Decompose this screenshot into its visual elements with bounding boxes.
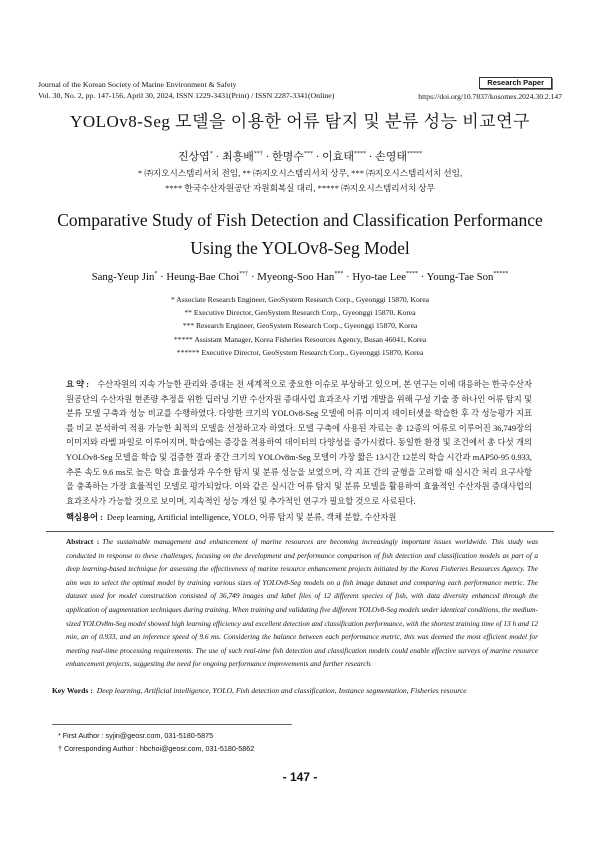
author-name: Myeong-Soo Han bbox=[257, 271, 335, 283]
korean-keywords-label: 핵심용어 : bbox=[66, 513, 103, 522]
affiliation-line: ****** Executive Director, GeoSystem Research Corp., Gyeonggi 15870, Korea bbox=[176, 347, 424, 357]
english-abstract-label: Abstract : bbox=[66, 537, 100, 546]
author-name: Hyo-tae Lee bbox=[352, 271, 406, 283]
author-mark: ***** bbox=[407, 151, 423, 157]
author-name: 이효태 bbox=[322, 151, 354, 163]
author-mark: * bbox=[154, 271, 158, 277]
affiliation-line: **** 한국수산자원공단 자원회복실 대리, ***** ㈜지오시스템리서치 상무 bbox=[165, 183, 435, 193]
affiliation-line: ***** Assistant Manager, Korea Fisheries Resources Agency, Busan 46041, Korea bbox=[173, 334, 427, 344]
english-keywords-label: Key Words : bbox=[52, 686, 93, 695]
affiliation-line: ** Executive Director, GeoSystem Research Corp., Gyeonggi 15870, Korea bbox=[184, 308, 416, 318]
english-abstract-text: The sustainable management and enhancement of marine resources are becoming increasingly important issues worldwide. This study was conducted in response to these challenges, focusing on the development and performance comparison of fish detection and classification models as part of a deep learning-based technique for assessing the effectiveness of marine resource enhancement projects initiated by the Korea Fisheries Resources Agency. The aim was to select the optimal model by training various sizes of YOLOv8-Seg models on a fish image dataset and comparing each performance metric. The dataset used for model construction consisted of 36,749 images and label files of 12 different species of fish, with data diversity enhanced through the application of augmentation techniques during training. When training and validating five different YOLOv8-Seg models under identical conditions, the medium-sized YOLOv8m-Seg model showed high learning efficiency and excellent detection and classification performance, with the shortest training time of 13 h and 12 min, an of 0.933, and an inference speed of 9.6 ms. Considering the balance between each performance metric, this was deemed the most efficient model for meeting real-time processing requirements. The use of such real-time fish detection and classification models could enable effective surveys of marine resource enhancement projects, suggesting the need for ongoing performance improvements and further research. bbox=[66, 537, 538, 669]
english-keywords-text: Deep learning, Artificial intelligence, YOLO, Fish detection and classification, Instance segmentation, Fisheries resource bbox=[96, 686, 467, 695]
page-number: - 147 - bbox=[282, 770, 318, 784]
english-title: Comparative Study of Fish Detection and Classification Performance Using the YOLOv8-Seg Model bbox=[57, 210, 543, 258]
footnotes bbox=[58, 730, 254, 755]
footnote-rule bbox=[52, 724, 292, 725]
corresponding-author-footnote: † Corresponding Author : hbchoi@geosr.com, 031-5180-5862 bbox=[58, 743, 255, 753]
english-author-list: Sang-Yeup Jin* · Heung-Bae Choi**† · Myeong-Soo Han*** · Hyo-tae Lee**** · Young-Tae Son***** bbox=[91, 271, 509, 283]
author-mark: **† bbox=[239, 271, 249, 277]
english-keywords bbox=[52, 686, 467, 695]
affiliation-line: * ㈜지오시스템리서치 전임, ** ㈜지오시스템리서치 상무, *** ㈜지오시스템리서치 선임, bbox=[137, 168, 463, 178]
journal-volume-info: Vol. 30, No. 2, pp. 147-156, April 30, 2024, ISSN 1229-3431(Print) / ISSN 2287-3341(Online) bbox=[38, 91, 335, 100]
author-mark: **** bbox=[405, 271, 418, 277]
author-name: 최흥배 bbox=[221, 151, 254, 163]
author-name: 진상엽 bbox=[177, 151, 210, 163]
author-mark: **† bbox=[253, 151, 263, 157]
affiliation-line: * Associate Research Engineer, GeoSystem Research Corp., Gyeonggi 15870, Korea bbox=[170, 295, 430, 304]
english-abstract bbox=[66, 535, 538, 671]
korean-abstract bbox=[66, 378, 532, 509]
korean-abstract-label: 요 약 : bbox=[66, 380, 90, 389]
korean-keywords bbox=[66, 511, 396, 523]
author-name: 한명수 bbox=[272, 151, 304, 163]
journal-header bbox=[38, 79, 334, 101]
doi-link[interactable]: https://doi.org/10.7837/kosomes.2024.30.2.147 bbox=[418, 92, 562, 101]
author-mark: *** bbox=[303, 151, 313, 157]
author-name: 손영태 bbox=[375, 151, 408, 163]
author-name: Sang-Yeup Jin bbox=[91, 271, 155, 283]
journal-name: Journal of the Korean Society of Marine Environment & Safety bbox=[38, 80, 237, 89]
first-author-footnote: * First Author : syjin@geosr.com, 031-5180-5875 bbox=[58, 731, 214, 740]
section-divider bbox=[46, 531, 554, 532]
author-mark: * bbox=[209, 151, 213, 157]
affiliation-line: *** Research Engineer, GeoSystem Research Corp., Gyeonggi 15870, Korea bbox=[182, 321, 418, 331]
author-name: Heung-Bae Choi bbox=[166, 271, 240, 283]
author-mark: ***** bbox=[493, 271, 509, 277]
author-mark: **** bbox=[354, 151, 366, 157]
research-paper-badge: Research Paper bbox=[479, 77, 552, 89]
author-name: Young-Tae Son bbox=[426, 271, 494, 283]
author-mark: *** bbox=[334, 271, 344, 277]
korean-affiliations bbox=[0, 166, 600, 196]
korean-title: YOLOv8-Seg 모델을 이용한 어류 탐지 및 분류 성능 비교연구 bbox=[70, 112, 530, 131]
korean-abstract-text: 수산자원의 지속 가능한 관리와 증대는 전 세계적으로 중요한 이슈로 부상하고 있으며, 본 연구는 이에 대응하는 한국수산자원공단의 수산자원 현존량 추정을 위한 딥러닝 기반 수산자원 증대사업 효과조사 기법 개발을 위해 구성 기술 중 하나인 어류 탐지 및 분류 모델 구축과 성능 비교를 수행하였다. 다양한 크기의 YOLOv8-Seg 모델에 어류 이미지 데이터셋을 학습한 후 각 성능평가 지표를 비교 분석하여 적용 가능한 최적의 모델을 선정하고자 하였다. 모델 구축에 사용된 자료는 총 12종의 어류로 이루어진 36,749장의 이미지와 라벨 파일로 이루어지며, 학습에는 증강을 적용하여 데이터의 다양성을 증가시켰다. 동일한 환경 및 조건에서 총 다섯 개의 YOLOv8-Seg 모델을 학습 및 검증한 결과 중간 크기의 YOLOv8m-Seg 모델이 가장 짧은 13시간 12분의 학습 시간과 mAP50-95 0.933, 추론 속도 9.6 ms로 높은 학습 효율성과 우수한 탐지 및 분류 성능을 보였으며, 각 지표 간의 균형을 고려할 때 실시간 처리 요구사항을 충족하는 가장 효율적인 모델로 평가되었다. 이와 같은 실시간 어류 탐지 및 분류 모델을 활용하여 효율적인 수산자원 증대사업의 효과조사가 가능할 것으로 보이며, 지속적인 성능 개선 및 추가적인 연구가 필요할 것으로 사료된다. bbox=[66, 380, 532, 506]
korean-keywords-text: Deep learning, Artificial intelligence, YOLO, 어류 탐지 및 분류, 객체 분할, 수산자원 bbox=[106, 513, 397, 522]
english-affiliations bbox=[0, 293, 600, 359]
korean-author-list: 진상엽* · 최흥배**† · 한명수*** · 이효태**** · 손영태***** bbox=[177, 151, 423, 163]
